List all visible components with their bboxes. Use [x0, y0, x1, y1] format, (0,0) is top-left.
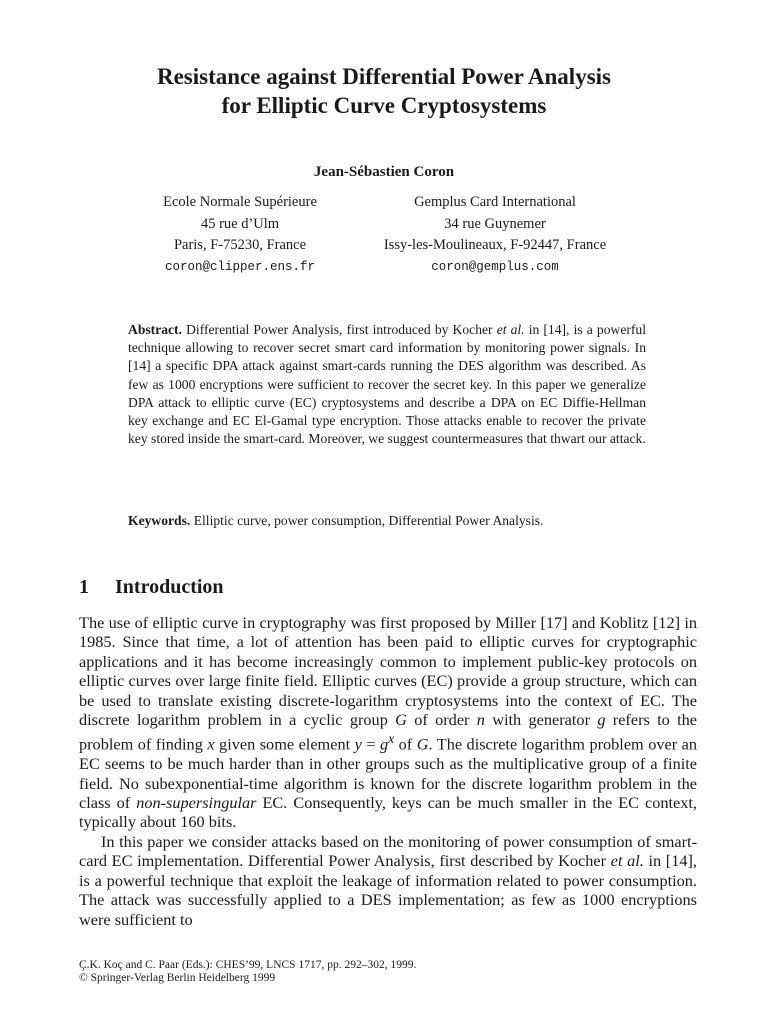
- keywords-label: Keywords.: [128, 513, 191, 528]
- math-x: x: [207, 734, 215, 754]
- intro-p1-d: refers to the problem of finding: [79, 710, 698, 754]
- intro-p1-f: of: [394, 734, 417, 754]
- footer-citation: [79, 959, 416, 985]
- math-g: g: [597, 710, 606, 730]
- keywords-text: Elliptic curve, power consumption, Differential Power Analysis.: [190, 513, 544, 528]
- copyright-symbol: ©: [79, 972, 88, 984]
- affil-right-line3: Issy-les-Moulineaux, F-92447, France: [383, 237, 607, 253]
- abstract: [128, 321, 646, 448]
- math-G-2: G: [416, 734, 429, 754]
- affil-left-line3: Paris, F-75230, France: [173, 237, 307, 253]
- section-heading: [79, 576, 224, 599]
- affiliation-right: [355, 192, 635, 278]
- title-line-1: Resistance against Differential Power Analysis: [156, 64, 611, 89]
- intro-p2-b: in [14], is a powerful technique that exploit the leakage of information related to power consumption. The attack was successfully applied to a DES implementation; as few as 1000 encryptions were sufficient to: [79, 851, 698, 929]
- paper-title: [0, 62, 768, 120]
- section-title: Introduction: [115, 576, 224, 598]
- section-number: 1: [79, 576, 89, 598]
- math-G: G: [395, 710, 407, 730]
- math-g-base: g: [380, 734, 389, 754]
- non-supersingular-term: non-supersingular: [136, 793, 257, 813]
- abstract-text-2: in [14], is a powerful technique allowing to recover secret smart card information by monitoring power signals. In [14] a specific DPA attack against smart-cards running the DES algorithm was described. As few as 1000 encryptions were sufficient to recover the secret key. In this paper we generalize DPA attack to elliptic curve (EC) cryptosystems and describe a DPA on EC Diffie-Hellman key exchange and EC El-Gamal type encryption. Those attacks enable to recover the private key stored inside the smart-card. Moreover, we suggest countermeasures that thwart our attack.: [128, 322, 646, 447]
- math-y: y: [354, 734, 362, 754]
- affil-right-line2: 34 rue Guynemer: [444, 215, 546, 232]
- intro-p1-h: EC. Consequently, keys can be much smaller in the EC context, typically about 160 bits.: [79, 793, 697, 832]
- footer-line-2: [79, 972, 416, 985]
- intro-paragraph-1: [79, 613, 697, 832]
- intro-p1-b: of order: [406, 710, 477, 730]
- author-name: Jean-Sébastien Coron: [313, 164, 455, 180]
- affil-right-line1: Gemplus Card International: [414, 194, 576, 210]
- abstract-etal: et al.: [496, 322, 525, 337]
- math-x-exponent: x: [388, 731, 395, 747]
- body-text: [79, 613, 697, 929]
- intro-p1-c: with generator: [484, 710, 598, 730]
- intro-etal: et al.: [610, 851, 644, 871]
- footer-publisher: Springer-Verlag Berlin Heidelberg 1999: [87, 972, 276, 984]
- affil-right-email: coron@gemplus.com: [431, 259, 559, 274]
- intro-p2-a: In this paper we consider attacks based on the monitoring of power consumption of smart-card EC implementation. Differential Power Analysis, first described by Kocher: [79, 831, 697, 871]
- footer-line-1: Ç.K. Koç and C. Paar (Eds.): CHES’99, LNCS 1717, pp. 292–302, 1999.: [79, 959, 417, 971]
- affiliation-left: [140, 192, 340, 278]
- abstract-label: Abstract.: [128, 322, 182, 337]
- keywords: [128, 512, 646, 530]
- intro-paragraph-2: [79, 832, 697, 929]
- affil-left-line1: Ecole Normale Supérieure: [163, 194, 317, 210]
- affil-left-email: coron@clipper.ens.fr: [164, 259, 316, 274]
- abstract-text-1: Differential Power Analysis, first introduced by Kocher: [181, 322, 497, 337]
- math-equals: =: [361, 734, 380, 754]
- intro-p1-e: given some element: [214, 734, 355, 754]
- intro-p1-a: The use of elliptic curve in cryptography was first proposed by Miller [17] and Koblitz [12] in 1985. Since that time, a lot of attention has been paid to elliptic curves for cryptographic applications and it has become increasingly common to implement public-key protocols on elliptic curves over large finite field. Elliptic curves (EC) provide a group structure, which can be used to translate existing discrete-logarithm cryptosystems into the context of EC. The discrete logarithm problem in a cyclic group: [79, 613, 697, 730]
- title-line-2: for Elliptic Curve Cryptosystems: [221, 93, 547, 118]
- affil-left-line2: 45 rue d’Ulm: [200, 215, 280, 232]
- math-n: n: [476, 710, 485, 730]
- intro-p1-g: . The discrete logarithm problem over an EC seems to be much harder than in other groups such as the multiplicative group of a finite field. No subexponential-time algorithm is known for the discrete logarithm problem in the class of: [79, 734, 697, 813]
